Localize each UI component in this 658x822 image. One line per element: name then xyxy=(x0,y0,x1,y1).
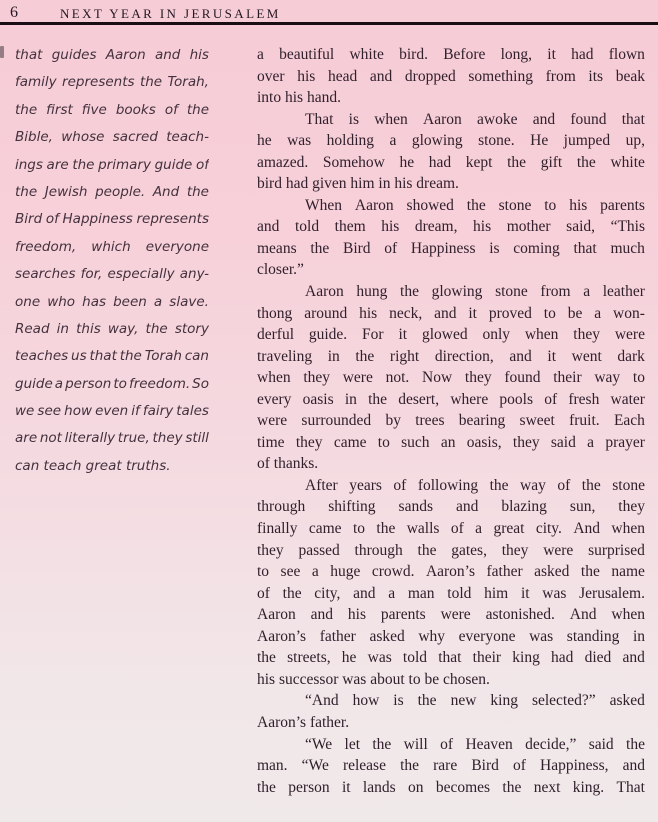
text-line: Bible, whose sacred teach- xyxy=(15,129,209,146)
text-line: every oasis in the desert, where pools of fresh water xyxy=(257,390,645,408)
text-line: we see how even if fairy tales xyxy=(15,403,209,420)
text-line: guide a person to freedom. So xyxy=(15,375,209,392)
text-line: Aaron hung the glowing stone from a leather xyxy=(305,283,645,301)
page-number: 6 xyxy=(10,4,18,21)
text-line: when they were not. Now they found their way to xyxy=(257,369,645,387)
text-line: the first five books of the xyxy=(15,101,209,118)
text-line: closer.” xyxy=(257,261,304,279)
text-line: traveling in the right direction, and it went dark xyxy=(257,347,645,365)
text-line: Aaron and his parents were astonished. And when xyxy=(257,606,645,624)
text-line: were surrounded by trees bearing sweet fruit. Each xyxy=(257,412,645,430)
text-line: of thanks. xyxy=(257,455,319,473)
text-line: the streets, he was told that their king had died and xyxy=(257,649,645,667)
text-line: to see a huge crowd. Aaron’s father asked the name xyxy=(257,563,645,581)
header-rule xyxy=(0,22,658,25)
text-line: the person it lands on becomes the next king. That xyxy=(257,778,645,796)
text-line: finally came to the walls of a great city. And when xyxy=(257,520,645,538)
running-title: NEXT YEAR IN JERUSALEM xyxy=(60,6,281,21)
text-line: his successor was about to be chosen. xyxy=(257,670,490,688)
text-line: Read in this way, the story xyxy=(15,320,209,337)
text-line: When Aaron showed the stone to his parents xyxy=(305,196,645,214)
text-line: time they came to such an oasis, they said a prayer xyxy=(257,433,645,451)
text-line: they passed through the gates, they were surprised xyxy=(257,541,645,559)
text-line: a beautiful white bird. Before long, it had flown xyxy=(257,46,645,63)
text-line: man. “We release the rare Bird of Happiness, and xyxy=(257,757,645,775)
text-line: into his hand. xyxy=(257,89,341,107)
text-line: and told them his dream, his mother said, “This xyxy=(257,218,645,236)
text-line: ings are the primary guide of xyxy=(15,156,209,173)
text-line: searches for, especially any- xyxy=(15,266,209,283)
text-line: can teach great truths. xyxy=(15,457,171,474)
text-line: freedom, which everyone xyxy=(15,238,209,255)
text-line: the Jewish people. And the xyxy=(15,183,209,200)
text-line: thong around his neck, and it proved to be a won- xyxy=(257,304,645,322)
text-line: one who has been a slave. xyxy=(15,293,209,310)
story-text xyxy=(257,44,645,798)
text-line: Aaron’s father asked why everyone was standing in xyxy=(257,627,645,645)
text-line: are not literally true, they still xyxy=(15,430,209,447)
text-line: That is when Aaron awoke and found that xyxy=(305,110,645,128)
sidebar-commentary xyxy=(15,42,209,480)
text-line: Aaron’s father. xyxy=(257,713,350,731)
text-line: over his head and dropped something from its beak xyxy=(257,67,645,85)
text-line: “We let the will of Heaven decide,” said the xyxy=(305,735,645,753)
text-line: he was holding a glowing stone. He jumped up, xyxy=(257,132,645,150)
text-line: After years of following the way of the stone xyxy=(305,476,645,494)
scan-edge-artifact xyxy=(0,46,4,58)
text-line: family represents the Torah, xyxy=(15,74,209,91)
text-line: teaches us that the Torah can xyxy=(15,348,209,365)
text-line: means the Bird of Happiness is coming that much xyxy=(257,239,645,257)
text-line: of the city, and a man told him it was Jerusalem. xyxy=(257,584,645,602)
text-line: bird had given him in his dream. xyxy=(257,175,459,193)
text-line: that guides Aaron and his xyxy=(15,47,209,63)
text-line: amazed. Somehow he had kept the gift the white xyxy=(257,153,645,171)
text-line: Bird of Happiness represents xyxy=(15,211,209,228)
text-line: “And how is the new king selected?” asked xyxy=(305,692,645,710)
text-line: through shifting sands and blazing sun, they xyxy=(257,498,645,516)
text-line: derful guide. For it glowed only when they were xyxy=(257,326,645,344)
